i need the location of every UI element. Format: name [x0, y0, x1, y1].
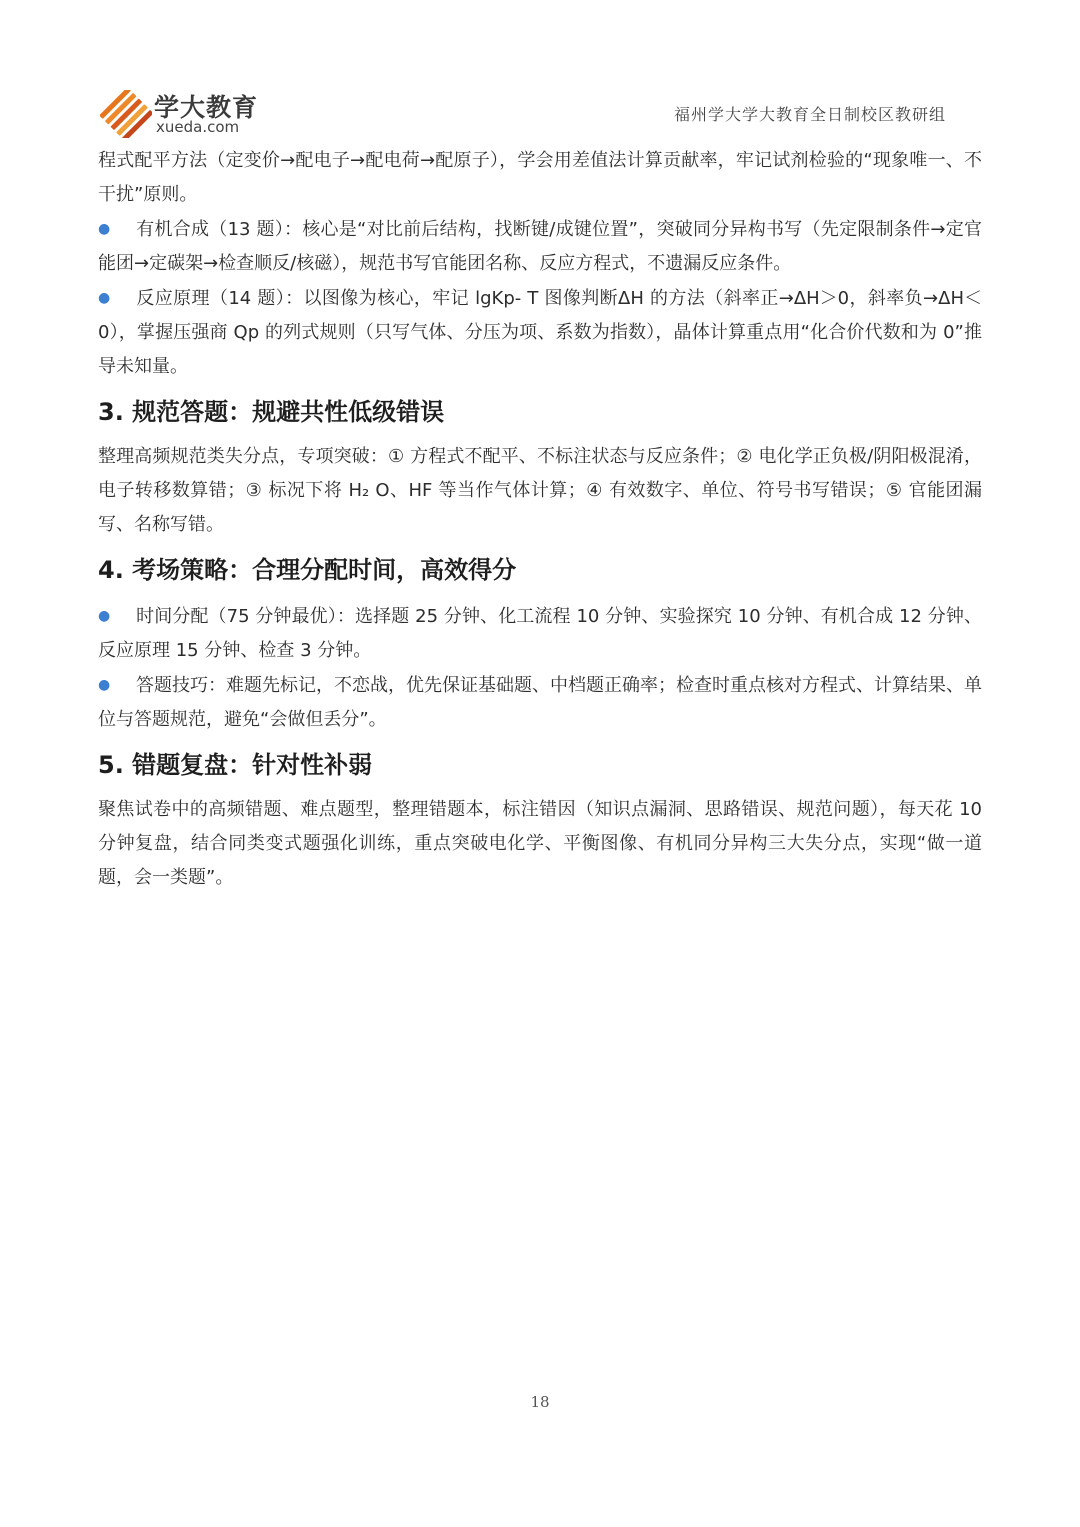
bullet-text: 答题技巧：难题先标记，不恋战，优先保证基础题、中档题正确率；检查时重点核对方程式、计算结果、单位与答题规范，避免“会做但丢分”。 — [98, 675, 982, 730]
section-5-paragraph: 聚焦试卷中的高频错题、难点题型，整理错题本，标注错因（知识点漏洞、思路错误、规范问题），每天花 10 分钟复盘，结合同类变式题强化训练，重点突破电化学、平衡图像、有机同分异构三大失分点，实现“做一道题，会一类题”。 — [98, 799, 982, 888]
brand-logo — [100, 88, 270, 140]
page-header — [100, 88, 980, 144]
logo-chinese-text: 学大教育 — [154, 93, 259, 122]
section-5-heading: 5. 错题复盘：针对性补弱 — [98, 751, 373, 779]
section-3-heading: 3. 规范答题：规避共性低级错误 — [98, 398, 445, 426]
bullet-text: 反应原理（14 题）：以图像为核心，牢记 lgKp- T 图像判断ΔH 的方法（斜率正→ΔH＞0，斜率负→ΔH＜0），掌握压强商 Qp 的列式规则（只写气体、分压为项、系数为指数），晶体计算重点用“化合价代数和为 0”推导未知量。 — [98, 288, 982, 377]
bullet-item-time-allocation — [98, 599, 982, 668]
bullet-item-answer-tips — [98, 668, 982, 737]
section-4-heading: 4. 考场策略：合理分配时间，高效得分 — [98, 556, 517, 584]
section-3-paragraph: 整理高频规范类失分点，专项突破：① 方程式不配平、不标注状态与反应条件；② 电化学正负极/阴阳极混淆，电子转移数算错；③ 标况下将 H₂ O、HF 等当作气体计算；④ 有效数字、单位、符号书写错误；⑤ 官能团漏写、名称写错。 — [98, 446, 982, 535]
bullet-dot-icon: ● — [98, 677, 111, 693]
bullet-item-organic-synthesis — [98, 212, 982, 281]
document-body — [98, 144, 982, 895]
bullet-text: 时间分配（75 分钟最优）：选择题 25 分钟、化工流程 10 分钟、实验探究 10 分钟、有机合成 12 分钟、反应原理 15 分钟、检查 3 分钟。 — [98, 606, 982, 661]
xueda-logo-icon — [100, 90, 152, 138]
bullet-dot-icon: ● — [98, 290, 111, 306]
header-organization: 福州学大学大教育全日制校区教研组 — [673, 105, 946, 124]
intro-paragraph: 程式配平方法（定变价→配电子→配电荷→配原子），学会用差值法计算贡献率，牢记试剂检验的“现象唯一、不干扰”原则。 — [98, 150, 982, 205]
logo-domain-text: xueda.com — [156, 118, 240, 136]
bullet-dot-icon: ● — [98, 608, 111, 624]
bullet-dot-icon: ● — [98, 221, 111, 237]
page-number: 18 — [530, 1393, 550, 1411]
bullet-text: 有机合成（13 题）：核心是“对比前后结构，找断键/成键位置”，突破同分异构书写（先定限制条件→定官能团→定碳架→检查顺反/核磁），规范书写官能团名称、反应方程式，不遗漏反应条件。 — [98, 219, 982, 274]
bullet-item-reaction-principle — [98, 281, 982, 384]
